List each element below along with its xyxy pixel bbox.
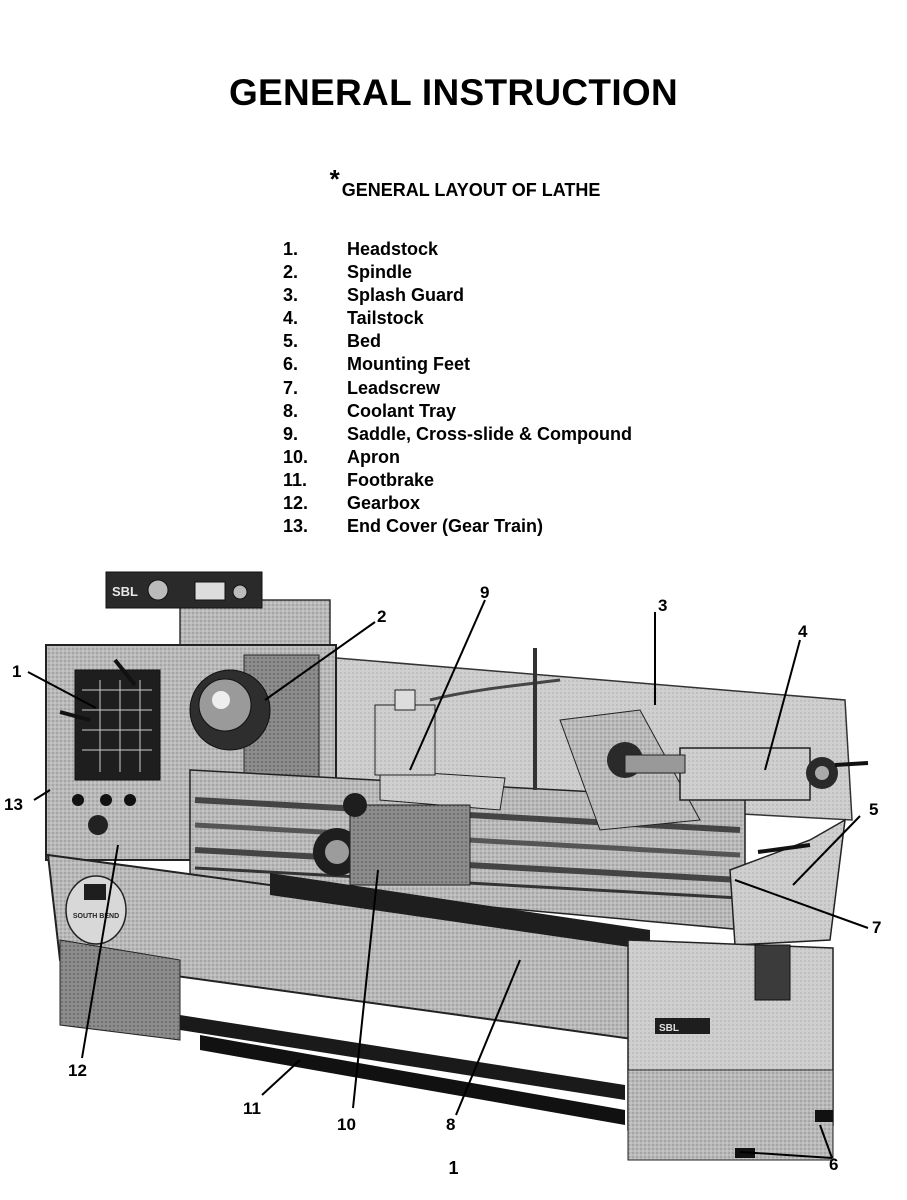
list-item	[283, 492, 632, 515]
part-name: Tailstock	[347, 308, 424, 329]
subtitle-text: GENERAL LAYOUT OF LATHE	[341, 180, 601, 200]
callout-6: 6	[829, 1155, 839, 1174]
callout-12: 12	[68, 1061, 87, 1080]
list-item	[283, 353, 632, 376]
callout-4: 4	[798, 622, 808, 641]
part-name: Footbrake	[347, 469, 435, 490]
part-name: Spindle	[347, 262, 413, 283]
part-number: 10.	[283, 446, 309, 467]
list-item	[283, 307, 632, 330]
part-number: 11.	[283, 469, 308, 490]
footnote-asterisk: *	[329, 164, 340, 194]
part-name: Headstock	[347, 239, 439, 259]
part-number: 5.	[283, 331, 299, 352]
callout-13: 13	[4, 795, 23, 814]
part-number: 6.	[283, 354, 299, 375]
callout-9: 9	[480, 583, 490, 602]
list-item	[283, 377, 632, 400]
part-number: 12.	[283, 493, 309, 514]
part-name: End Cover (Gear Train)	[347, 516, 544, 537]
part-name: Gearbox	[347, 493, 421, 514]
part-number: 2.	[283, 262, 299, 283]
part-number: 7.	[283, 377, 299, 398]
part-name: Splash Guard	[347, 285, 465, 306]
list-item	[283, 469, 632, 492]
part-name: Coolant Tray	[347, 400, 457, 421]
callout-5: 5	[869, 800, 879, 819]
list-item	[283, 515, 632, 538]
list-item	[283, 423, 632, 446]
callout-8: 8	[446, 1115, 456, 1134]
section-subtitle	[0, 164, 907, 203]
part-name: Bed	[347, 331, 382, 352]
callout-1: 1	[12, 662, 22, 681]
bed-right-end	[730, 820, 845, 945]
callout-10: 10	[337, 1115, 356, 1134]
part-number: 8.	[283, 400, 299, 421]
list-item	[283, 261, 632, 284]
part-number: 13.	[283, 516, 309, 537]
page-number: 1	[448, 1158, 459, 1178]
lathe-illustration	[0, 565, 907, 1165]
callout-7: 7	[872, 918, 882, 937]
part-number: 3.	[283, 285, 299, 306]
list-item	[283, 446, 632, 469]
parts-list	[283, 238, 632, 538]
list-item	[283, 330, 632, 353]
part-name: Saddle, Cross-slide & Compound	[347, 423, 633, 444]
list-item	[283, 284, 632, 307]
callout-2: 2	[377, 607, 387, 626]
list-item	[283, 238, 632, 261]
list-item	[283, 400, 632, 423]
base-badge-text: SBL	[659, 1023, 679, 1034]
part-name: Apron	[347, 446, 400, 467]
part-name: Leadscrew	[347, 377, 441, 398]
part-number: 9.	[283, 423, 299, 444]
part-number: 4.	[283, 308, 299, 329]
page-title: GENERAL INSTRUCTION	[228, 72, 679, 113]
part-name: Mounting Feet	[347, 354, 470, 375]
panel-badge-text: SBL	[112, 584, 138, 599]
brand-logo-text: SOUTH BEND	[72, 913, 120, 920]
callout-3: 3	[658, 596, 668, 615]
callout-11: 11	[243, 1099, 261, 1118]
part-number: 1.	[283, 239, 299, 259]
